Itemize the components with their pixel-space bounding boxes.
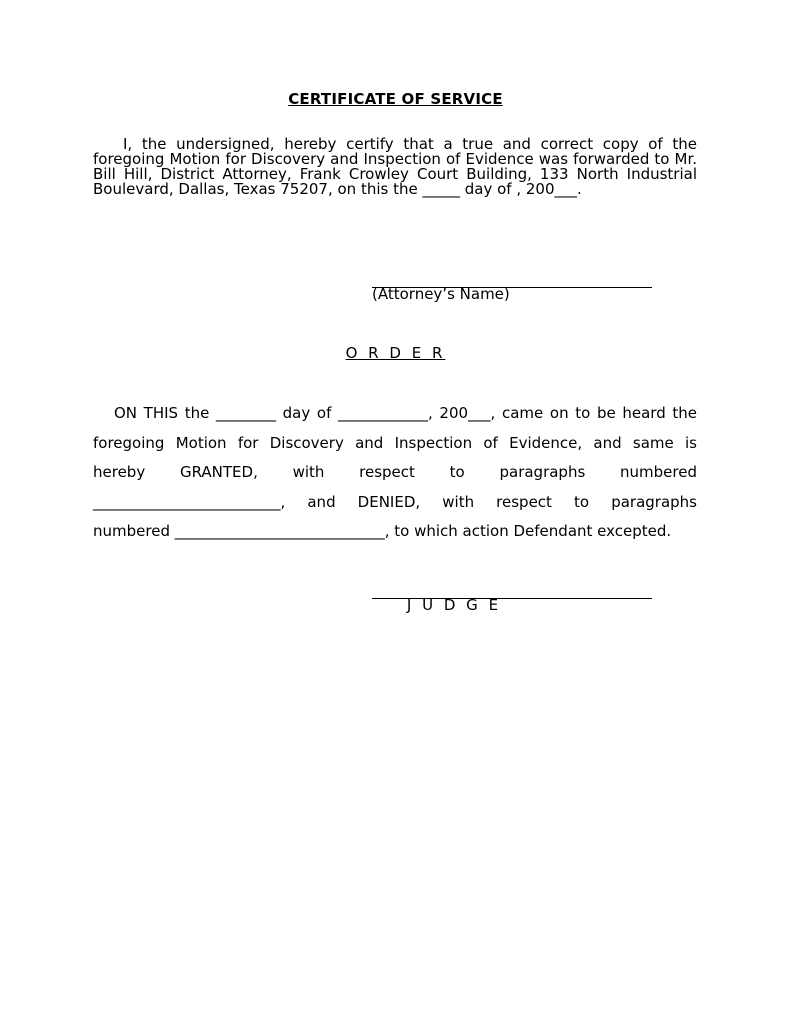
order-line: _________________________, and DENIED, with respect to paragraphs xyxy=(93,492,697,511)
certificate-body: I, the undersigned, hereby certify that a true and correct copy of the foregoing Motion for Discovery and Inspection of Evidence was forwarded to Mr. Bill Hill, District Attorney, Frank Crowley Court Building, 133 North Industrial Boulevard, Dallas, Texas 75207, on this the _____ day of , 200___. xyxy=(93,135,697,198)
certificate-title: CERTIFICATE OF SERVICE xyxy=(288,90,503,108)
order-heading: O R D E R xyxy=(345,344,446,362)
order-line: foregoing Motion for Discovery and Inspection of Evidence, and same is xyxy=(93,433,697,452)
order-line: numbered ____________________________, to which action Defendant excepted. xyxy=(93,522,672,541)
order-line: ON THIS the ________ day of ____________, 200___, came on to be heard the xyxy=(114,404,697,422)
order-line: hereby GRANTED, with respect to paragraphs numbered xyxy=(93,463,697,482)
order-body xyxy=(93,399,697,547)
judge-label: J U D G E xyxy=(406,596,502,614)
attorney-name-label: (Attorney’s Name) xyxy=(372,285,510,303)
